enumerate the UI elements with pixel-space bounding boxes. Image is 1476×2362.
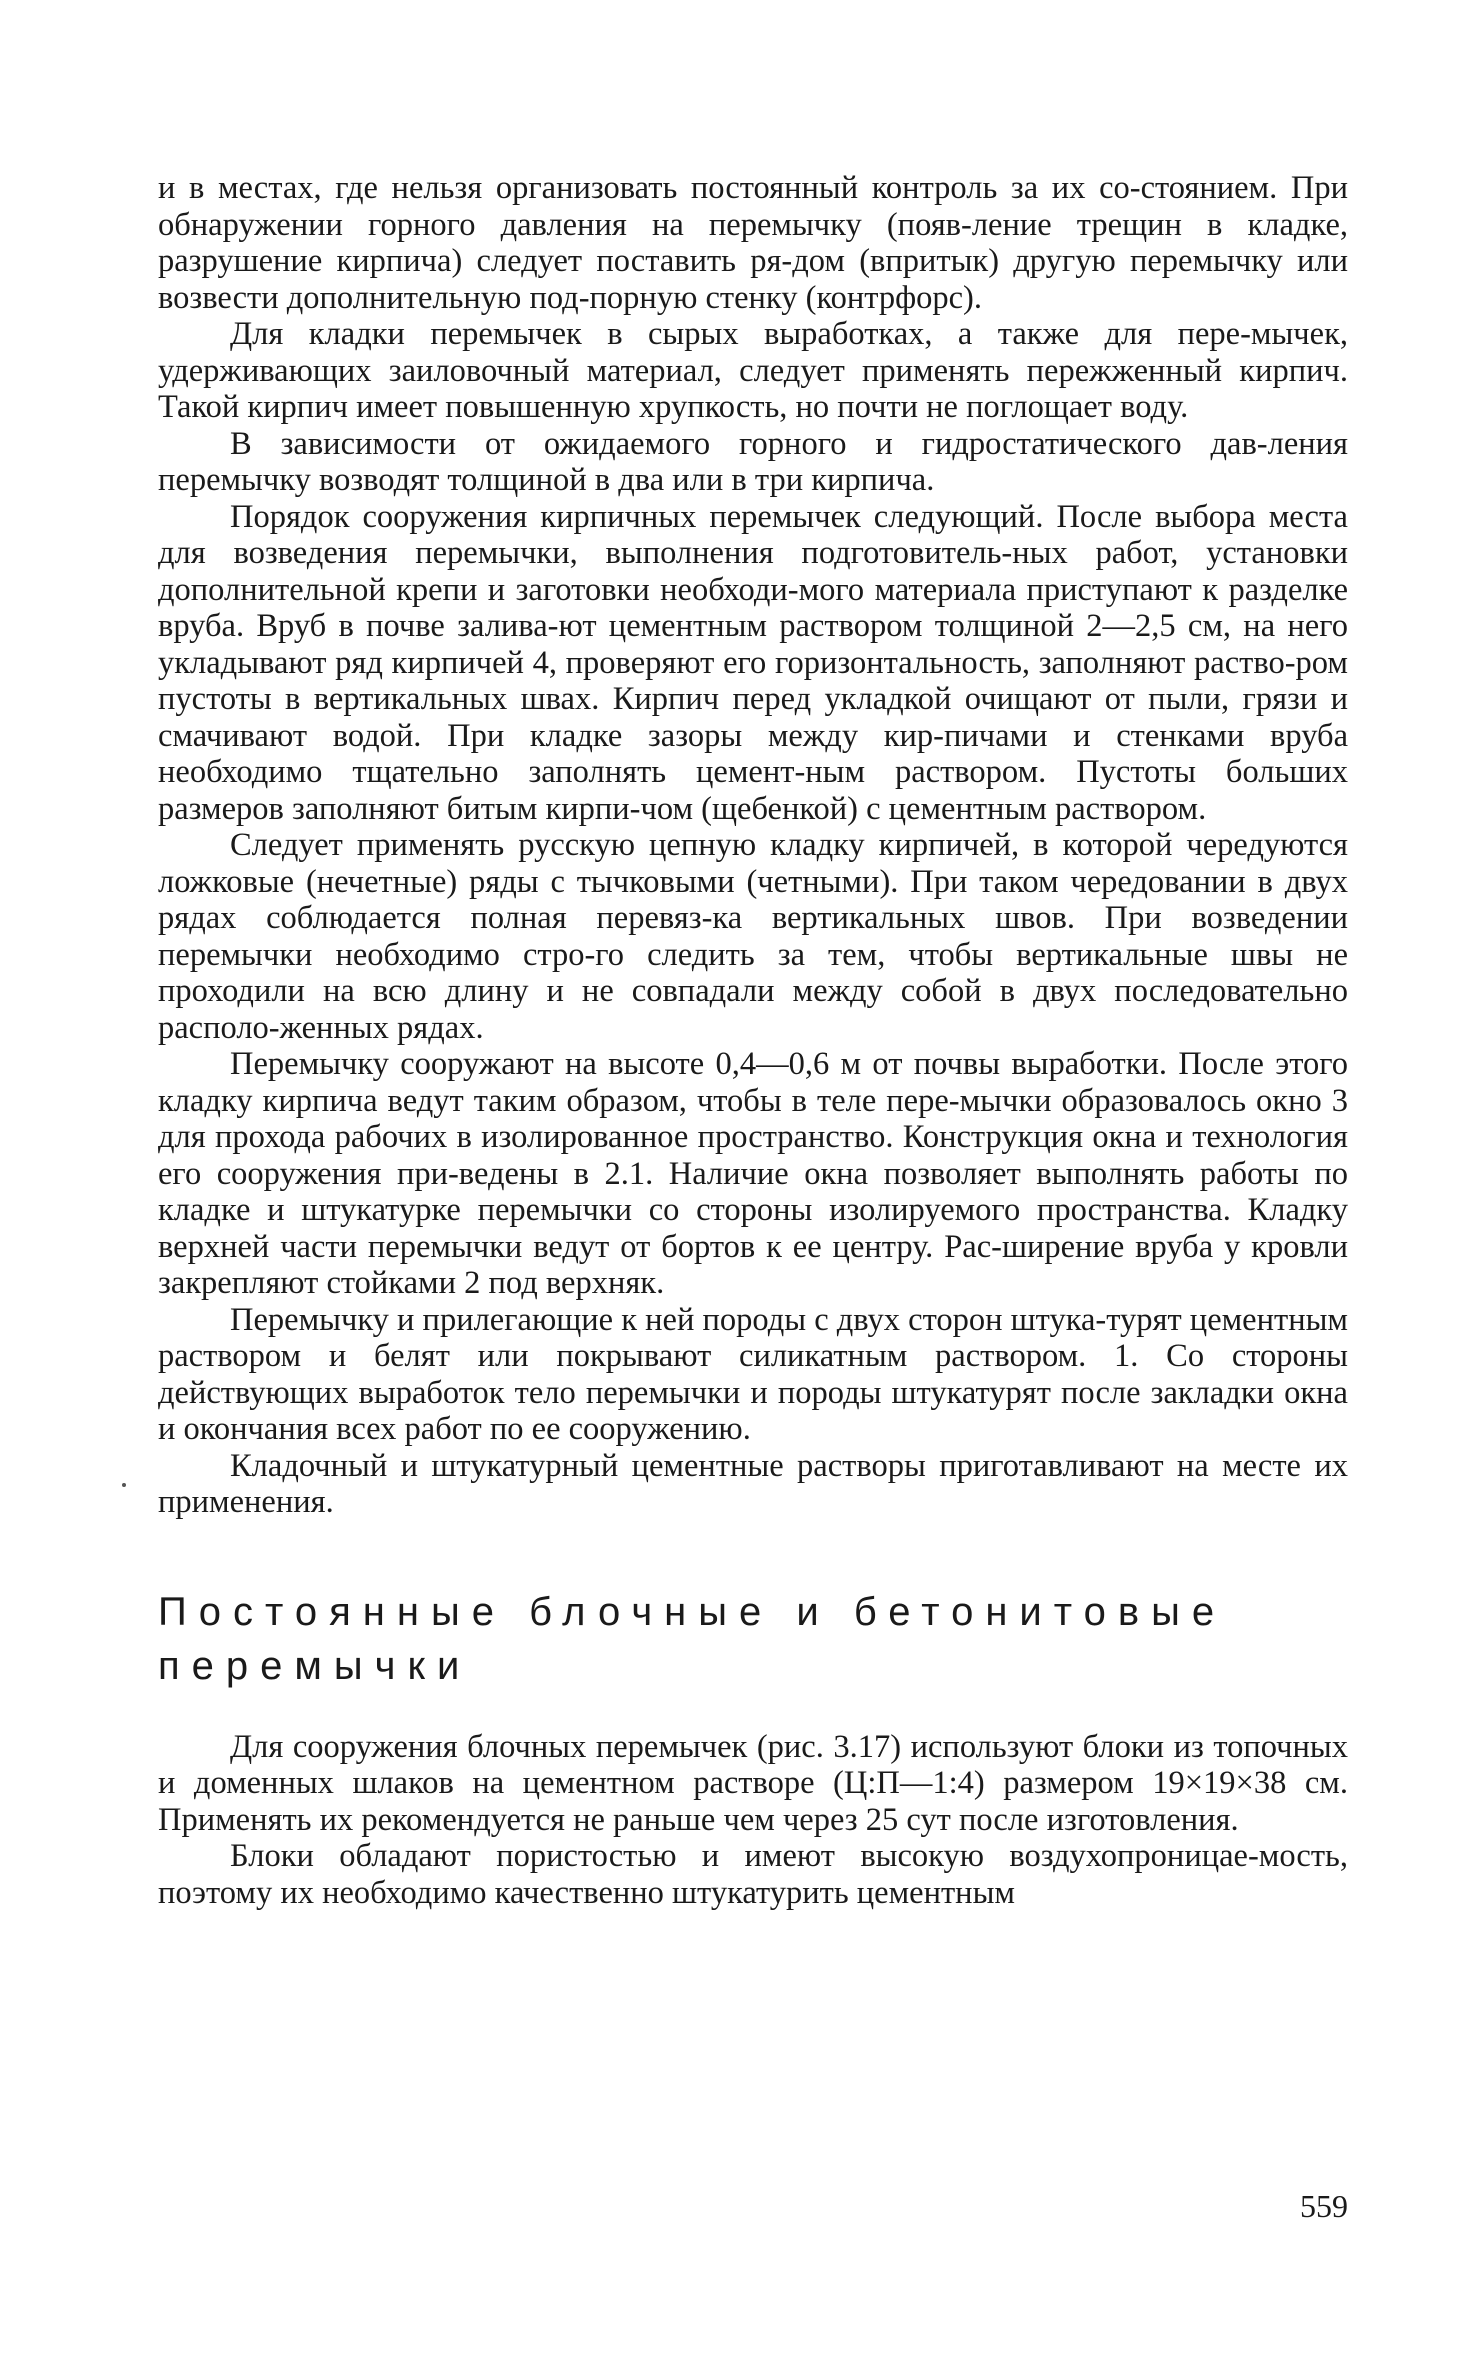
paragraph-10: Блоки обладают пористостью и имеют высокую воздухопроницае-мость, поэтому их необходимо качественно штукатурить цементным (158, 1838, 1348, 1911)
paragraph-2: Для кладки перемычек в сырых выработках, а также для пере-мычек, удерживающих заиловочный материал, следует применять пережженный кирпич. Такой кирпич имеет повышенную хрупкость, но почти не поглощает воду. (158, 316, 1348, 425)
paragraph-4: Порядок сооружения кирпичных перемычек следующий. После выбора места для возведения перемычки, выполнения подготовитель-ных работ, установки дополнительной крепи и заготовки необходи-мого материала приступают к разделке вруба. Вруб в почве залива-ют цементным раствором толщиной 2—2,5 см, на него укладывают ряд кирпичей 4, проверяют его горизонтальность, заполняют раство-ром пустоты в вертикальных швах. Кирпич перед укладкой очищают от пыли, грязи и смачивают водой. При кладке зазоры между кир-пичами и стенками вруба необходимо тщательно заполнять цемент-ным раствором. Пустоты больших размеров заполняют битым кирпи-чом (щебенкой) с цементным раствором. (158, 498, 1348, 827)
page-number: 559 (1300, 2188, 1348, 2224)
page-body (158, 170, 1348, 1911)
paragraph-7: Перемычку и прилегающие к ней породы с двух сторон штука-турят цементным раствором и белят или покрывают силикатным раствором. 1. Со стороны действующих выработок тело перемычки и породы штукатурят после закладки окна и окончания всех работ по ее сооружению. (158, 1301, 1348, 1447)
paragraph-8: Кладочный и штукатурный цементные растворы приготавливают на месте их применения. (158, 1447, 1348, 1520)
paragraph-1: и в местах, где нельзя организовать постоянный контроль за их со-стоянием. При обнаружении горного давления на перемычку (появ-ление трещин в кладке, разрушение кирпича) следует поставить ря-дом (впритык) другую перемычку или возвести дополнительную под-порную стенку (контрфорс). (158, 170, 1348, 316)
paragraph-6: Перемычку сооружают на высоте 0,4—0,6 м от почвы выработки. После этого кладку кирпича ведут таким образом, чтобы в теле пере-мычки образовалось окно 3 для прохода рабочих в изолированное пространство. Конструкция окна и технология его сооружения при-ведены в 2.1. Наличие окна позволяет выполнять работы по кладке и штукатурке перемычки со стороны изолируемого пространства. Кладку верхней части перемычки ведут от бортов к ее центру. Рас-ширение вруба у кровли закрепляют стойками 2 под верхняк. (158, 1046, 1348, 1301)
paragraph-9: Для сооружения блочных перемычек (рис. 3.17) используют блоки из топочных и доменных шлаков на цементном растворе (Ц:П—1:4) размером 19×19×38 см. Применять их рекомендуется не раньше чем через 25 сут после изготовления. (158, 1728, 1348, 1838)
paragraph-3: В зависимости от ожидаемого горного и гидростатического дав-ления перемычку возводят толщиной в два или в три кирпича. (158, 425, 1348, 498)
scan-speck (122, 1483, 126, 1487)
paragraph-5: Следует применять русскую цепную кладку кирпичей, в которой чередуются ложковые (нечетные) ряды с тычковыми (четными). При таком чередовании в двух рядах соблюдается полная перевяз-ка вертикальных швов. При возведении перемычки необходимо стро-го следить за тем, чтобы вертикальные швы не проходили на всю длину и не совпадали между собой в двух последовательно располо-женных рядах. (158, 827, 1348, 1046)
section-title: Постоянные блочные и бетонитовые перемычки (158, 1589, 1227, 1688)
